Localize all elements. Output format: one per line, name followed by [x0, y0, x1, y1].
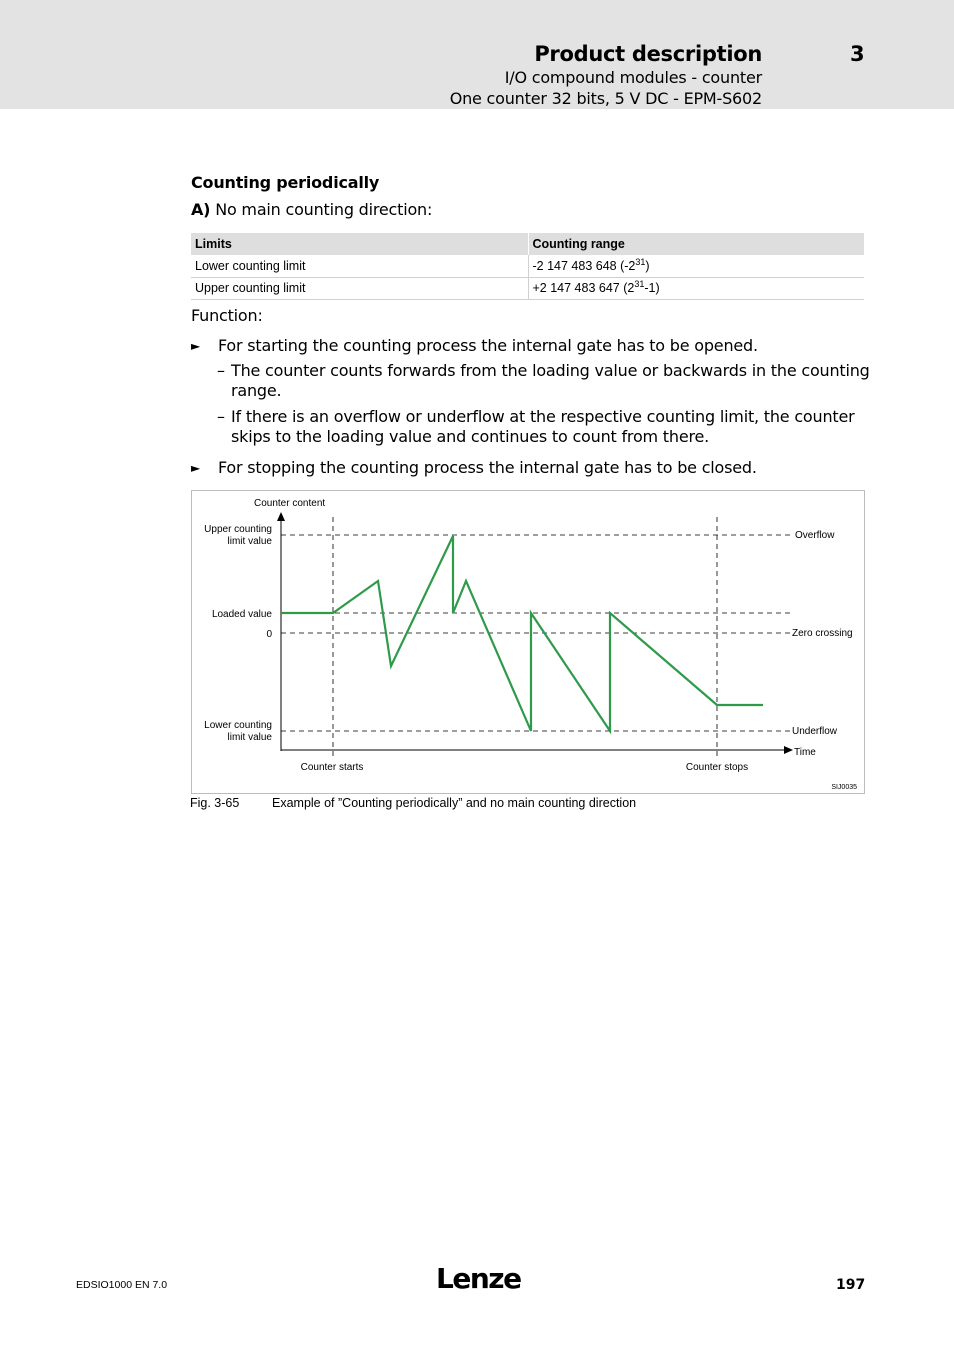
- range-exponent: 31: [634, 279, 645, 289]
- loaded-value-label: Loaded value: [211, 609, 272, 620]
- table-cell-range: [528, 255, 864, 277]
- counter-diagram: [191, 490, 865, 794]
- figure-caption: Example of ”Counting periodically” and no main counting direction: [272, 796, 637, 810]
- bullet-text: For starting the counting process the internal gate has to be opened.: [218, 336, 758, 355]
- table-cell-limit: Upper counting limit: [191, 277, 528, 299]
- counter-starts-label: Counter starts: [300, 762, 364, 773]
- counter-trace: [281, 536, 763, 731]
- page-number: 197: [836, 1277, 866, 1293]
- lenze-logo: Lenze: [436, 1262, 521, 1295]
- range-value: +2 147 483 647 (2: [532, 281, 635, 295]
- counter-stops-label: Counter stops: [685, 762, 749, 773]
- function-label: Function:: [191, 306, 263, 325]
- overflow-label: Overflow: [795, 530, 835, 541]
- table-row: [191, 277, 864, 299]
- zero-crossing-label: Zero crossing: [792, 628, 853, 639]
- table-header-row: [191, 233, 864, 255]
- item-a-text: No main counting direction:: [215, 200, 433, 219]
- upper-limit-label-1: Upper counting: [204, 524, 272, 535]
- range-tail: -1): [644, 281, 660, 295]
- range-tail: ): [645, 258, 650, 273]
- sub-item: [217, 361, 877, 401]
- x-axis-arrow-icon: [784, 746, 793, 754]
- item-a: [191, 200, 432, 219]
- sub-item-text: If there is an overflow or underflow at the respective counting limit, the counter skips to the loading value and continues to count from there.: [231, 407, 855, 446]
- triangle-bullet-icon: ►: [191, 461, 201, 475]
- range-value: -2 147 483 648 (-2: [532, 258, 636, 273]
- range-exponent: 31: [635, 256, 646, 267]
- underflow-label: Underflow: [792, 726, 838, 737]
- header-subtitle-2: One counter 32 bits, 5 V DC - EPM-S602: [449, 89, 762, 108]
- lower-limit-label-1: Lower counting: [204, 720, 272, 731]
- sub-item: [217, 407, 877, 447]
- y-axis-label: Counter content: [254, 498, 326, 509]
- item-a-label: A): [191, 200, 211, 219]
- lower-limit-label-2: limit value: [227, 732, 272, 743]
- dash-marker: –: [217, 407, 225, 426]
- triangle-bullet-icon: ►: [191, 339, 201, 353]
- table-cell-range: [528, 277, 864, 299]
- table-cell-limit: Lower counting limit: [191, 255, 528, 277]
- footer-doc-id: EDSIO1000 EN 7.0: [76, 1279, 168, 1291]
- figure-code: SIJ0035: [831, 784, 857, 791]
- zero-label: 0: [266, 629, 272, 640]
- dash-marker: –: [217, 361, 225, 380]
- upper-limit-label-2: limit value: [227, 536, 272, 547]
- figure-number: Fig. 3-65: [190, 796, 240, 810]
- y-axis-arrow-icon: [277, 512, 285, 521]
- page-title: Product description: [534, 42, 762, 66]
- table-row: [191, 255, 864, 277]
- header-subtitle-1: I/O compound modules - counter: [504, 68, 762, 87]
- section-heading: Counting periodically: [191, 173, 380, 192]
- chapter-number: 3: [850, 42, 865, 66]
- table-header-limits: Limits: [191, 233, 528, 255]
- limits-table: [191, 233, 864, 300]
- time-label: Time: [794, 747, 816, 758]
- bullet-text: For stopping the counting process the internal gate has to be closed.: [218, 458, 757, 477]
- sub-item-text: The counter counts forwards from the loading value or backwards in the counting range.: [231, 361, 870, 400]
- table-header-range: Counting range: [528, 233, 864, 255]
